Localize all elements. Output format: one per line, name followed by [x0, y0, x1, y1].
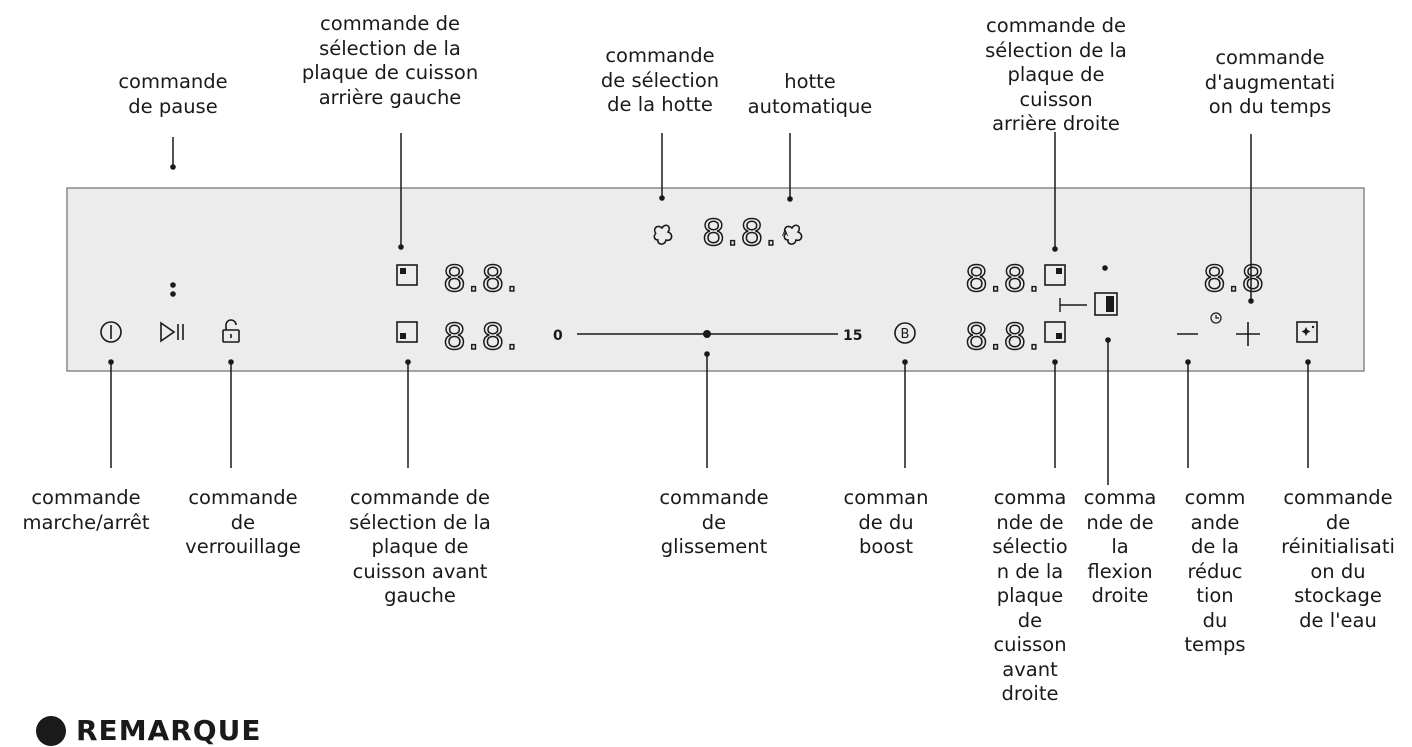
boost-symbol: B	[900, 327, 910, 342]
note-text: REMARQUE	[76, 714, 262, 747]
note-bullet-icon	[36, 716, 66, 746]
label-lock: commande de verrouillage	[185, 486, 301, 558]
label-front-right: comma nde de sélectio n de la plaque de cuisson avant droite	[992, 486, 1068, 705]
hood-display: 8.8.	[702, 213, 779, 254]
rear-right-display: 8.8.	[965, 259, 1042, 300]
front-left-display: 8.8.	[443, 317, 520, 358]
timer-display: 8.8	[1203, 259, 1267, 300]
slider-max-label: 15	[843, 328, 863, 344]
label-slider: commande de glissement	[659, 486, 769, 558]
label-time-increase: commande d'augmentati on du temps	[1204, 46, 1336, 118]
front-right-display: 8.8.	[965, 317, 1042, 358]
label-pause: commande de pause	[118, 70, 228, 118]
slider-knob[interactable]	[703, 330, 711, 338]
label-on-off: commande marche/arrêt	[22, 486, 150, 534]
rear-left-display: 8.8.	[443, 259, 520, 300]
slider-min-label: 0	[553, 328, 563, 344]
label-rear-right: commande de sélection de la plaque de cuisson arrière droite	[985, 14, 1127, 135]
label-flex-right: comma nde de la flexion droite	[1083, 486, 1157, 607]
label-boost: comman de du boost	[843, 486, 929, 558]
label-water-reset: commande de réinitialisati on du stockage de l'eau	[1281, 486, 1395, 632]
svg-text:A: A	[782, 229, 789, 239]
note-heading	[36, 714, 261, 747]
label-rear-left: commande de sélection de la plaque de cuisson arrière gauche	[301, 12, 479, 109]
label-hood-select: commande de sélection de la hotte	[600, 44, 720, 116]
label-time-decrease: comm ande de la réduc tion du temps	[1184, 486, 1246, 656]
label-auto-hood: hotte automatique	[747, 70, 873, 118]
label-front-left: commande de sélection de la plaque de cuisson avant gauche	[349, 486, 491, 607]
